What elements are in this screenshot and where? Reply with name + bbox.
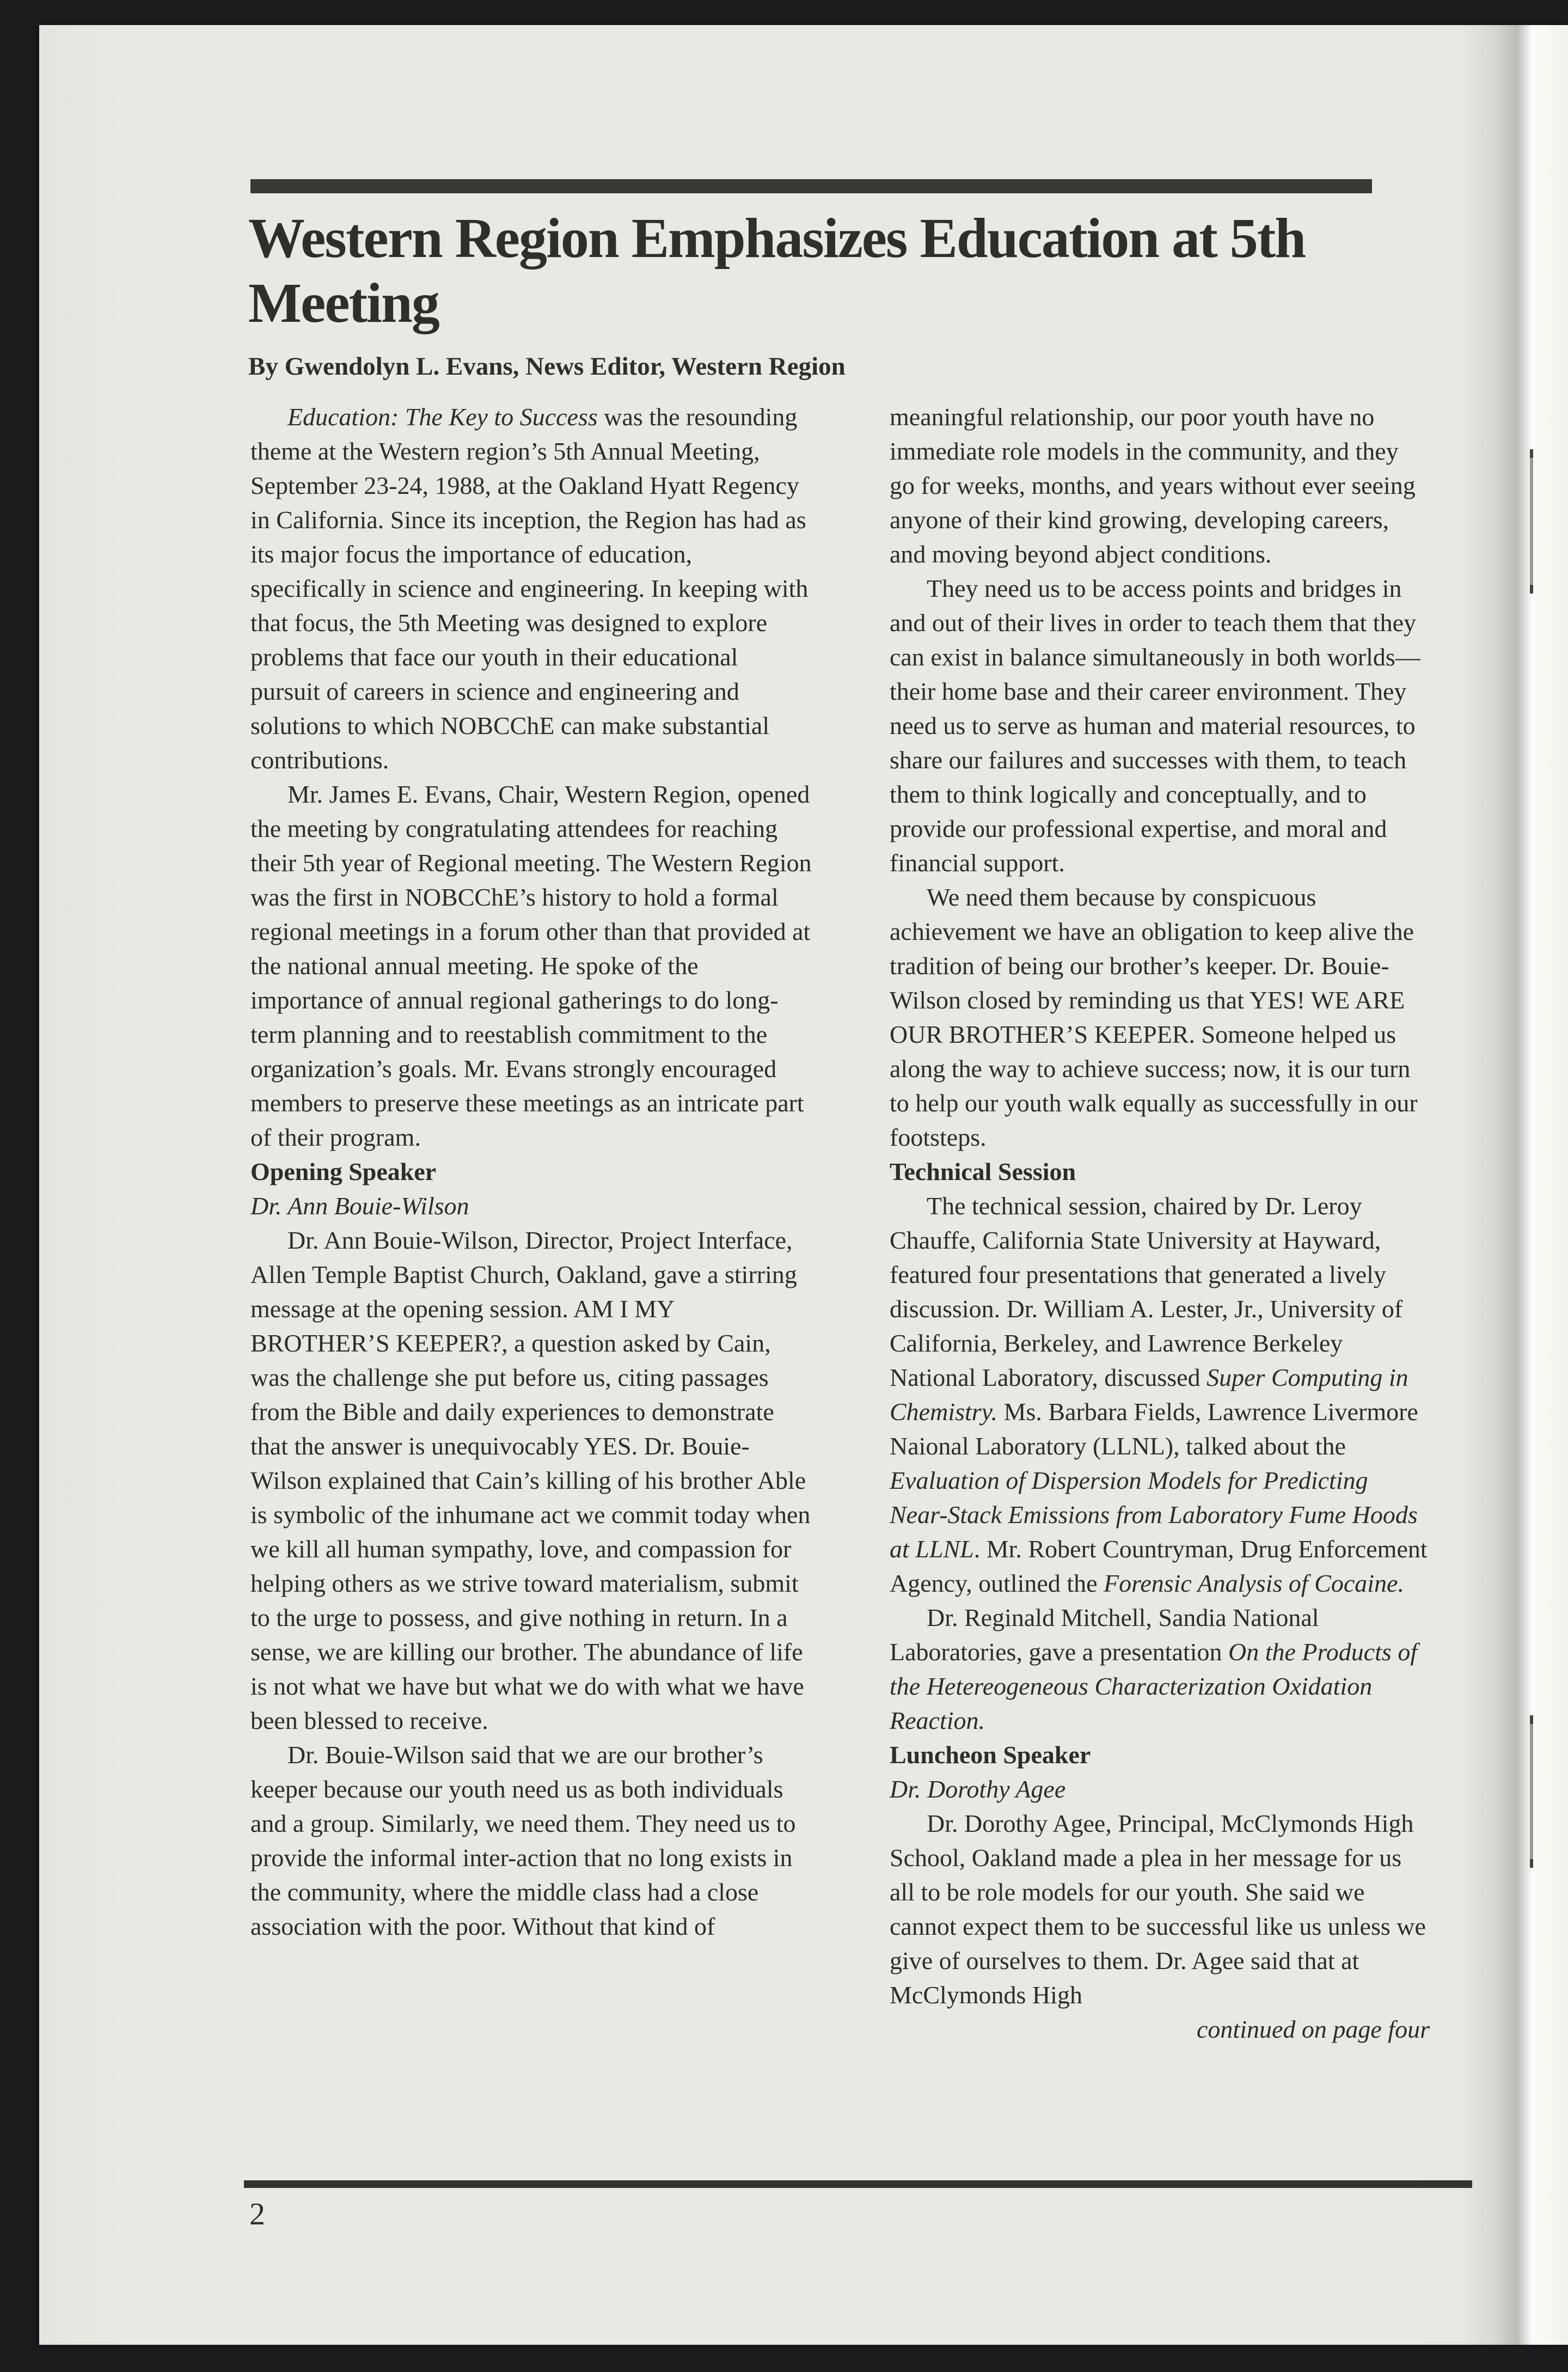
italic-text: Education: The Key to Success [287, 403, 598, 431]
article-title: Western Region Emphasizes Education at 5th Meeting [248, 207, 1306, 334]
paragraph [250, 1738, 812, 1943]
body-text: Dr. Dorothy Agee [890, 1775, 1066, 1803]
body-text: We need them because by conspicuous achievement we have an obligation to keep alive the tradition of being our brother’s keeper. Dr. Bouie-Wilson closed by reminding us that YES! WE ARE OUR BROTHER’S KEEPER. Someone helped us along the way to achieve success; now, it is our turn to help our youth walk equally as successfully in our footsteps. [890, 883, 1418, 1151]
newsletter-page [39, 25, 1568, 2345]
italic-text: Evaluation of Dispersion Models for Predicting Near-Stack Emissions from Laboratory Fume Hoods at LLNL [890, 1466, 1418, 1563]
paragraph [890, 1600, 1430, 1738]
paragraph [250, 1223, 812, 1738]
continued-note [890, 2012, 1430, 2046]
speaker-name [890, 1772, 1430, 1806]
italic-text: On the Products of the Hetereogeneous Characterization Oxidation Reaction. [890, 1638, 1418, 1734]
body-text: Dr. Ann Bouie-Wilson [250, 1192, 469, 1220]
body-text: Ms. Barbara Fields, Lawrence Livermore Naional Laboratory (LLNL), talked about the [890, 1398, 1418, 1460]
paragraph [890, 571, 1430, 880]
section-heading [250, 1154, 812, 1189]
body-text: Technical Session [890, 1158, 1076, 1185]
paragraph [890, 400, 1430, 571]
body-text: Mr. James E. Evans, Chair, Western Region, opened the meeting by congratulating attendees for reaching their 5th year of Regional meeting. The Western Region was the first in NOBCChE’s history to hold a formal regional meetings in a forum other than that provided at the national annual meeting. He spoke of the importance of annual regional gatherings to do long-term planning and to reestablish commitment to the organization’s goals. Mr. Evans strongly encouraged members to preserve these meetings as an intricate part of their program. [250, 780, 812, 1151]
body-text: Dr. Ann Bouie-Wilson, Director, Project Interface, Allen Temple Baptist Church, Oakland, gave a stirring message at the opening session. AM I MY BROTHER’S KEEPER?, a question asked by Cain, was the challenge she put before us, citing passages from the Bible and daily experiences to demonstrate that the answer is unequivocably YES. Dr. Bouie-Wilson explained that Cain’s killing of his brother Able is symbolic of the inhumane act we commit today when we kill all human sympathy, love, and compassion for helping others as we strive toward materialism, submit to the urge to possess, and give nothing in return. In a sense, we are killing our brother. The abundance of life is not what we have but what we do with what we have been blessed to receive. [250, 1226, 811, 1734]
body-text: meaningful relationship, our poor youth have no immediate role models in the community, and they go for weeks, months, and years without ever seeing anyone of their kind growing, developing careers, and moving beyond abject conditions. [890, 403, 1416, 568]
body-text: was the resounding theme at the Western region’s 5th Annual Meeting, September 23-24, 1988, at the Oakland Hyatt Regency in California. Since its inception, the Region has had as its major focus the importance of education, specifically in science and engineering. In keeping with that focus, the 5th Meeting was designed to explore problems that face our youth in their educational pursuit of careers in science and engineering and solutions to which NOBCChE can make substantial contributions. [250, 403, 808, 774]
italic-text: continued on page four [1197, 2015, 1430, 2043]
body-text: Dr. Bouie-Wilson said that we are our brother’s keeper because our youth need us as both individuals and a group. Similarly, we need them. They need us to provide the informal inter-action that no long exists in the community, where the middle class had a close association with the poor. Without that kind of [250, 1741, 796, 1940]
article-byline: By Gwendolyn L. Evans, News Editor, Western Region [248, 352, 846, 381]
body-text: Opening Speaker [250, 1158, 437, 1185]
speaker-name [250, 1189, 812, 1223]
page-number: 2 [249, 2196, 265, 2232]
paragraph [250, 777, 812, 1154]
italic-text: Forensic Analysis of Cocaine. [1104, 1569, 1404, 1597]
body-text: They need us to be access points and bridges in and out of their lives in order to teach them that they can exist in balance simultaneously in both worlds—their home base and their career environment. They need us to serve as human and material resources, to share our failures and successes with them, to teach them to think logically and conceptually, and to provide our professional expertise, and moral and financial support. [890, 574, 1420, 877]
body-text: Dr. Dorothy Agee, Principal, McClymonds High School, Oakland made a plea in her message for us all to be role models for our youth. She said we cannot expect them to be successful like us unless we give of ourselves to them. Dr. Agee said that at McClymonds High [890, 1809, 1426, 2009]
page-fold [1462, 25, 1568, 2345]
section-heading [890, 1154, 1430, 1189]
staple-bottom [1530, 1715, 1533, 1868]
paragraph [890, 880, 1430, 1154]
top-rule [250, 179, 1372, 193]
section-heading [890, 1738, 1430, 1772]
bottom-rule [244, 2180, 1472, 2188]
body-text: The technical session, chaired by Dr. Leroy Chauffe, California State University at Hayward, featured four presentations that generated a lively discussion. Dr. William A. Lester, Jr., University of California, Berkeley, and Lawrence Berkeley National Laboratory, discussed [890, 1192, 1403, 1391]
paragraph [890, 1806, 1430, 2012]
paragraph [890, 1189, 1430, 1600]
column-right [890, 400, 1430, 2178]
italic-text: Super Computing in Chemistry. [890, 1364, 1408, 1426]
body-text: Luncheon Speaker [890, 1741, 1091, 1769]
paragraph [250, 400, 812, 777]
body-text: Dr. Reginald Mitchell, Sandia National Laboratories, gave a presentation [890, 1604, 1319, 1666]
body-text: . Mr. Robert Countryman, Drug Enforcement Agency, outlined the [890, 1535, 1428, 1597]
column-left [250, 400, 812, 2178]
article-body [250, 400, 1470, 2178]
staple-top [1530, 449, 1533, 594]
